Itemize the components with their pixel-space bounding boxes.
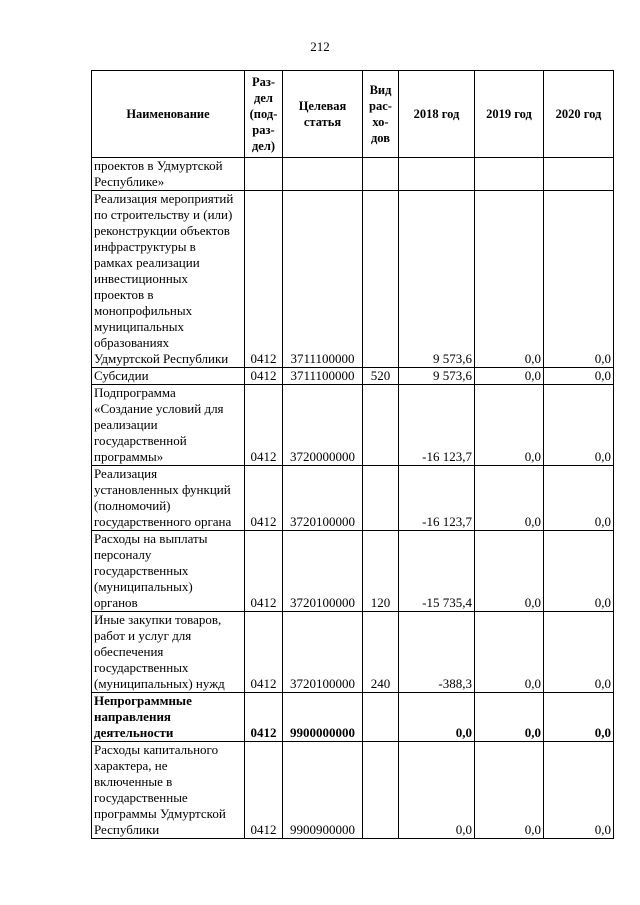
col-header-2019: 2019 год bbox=[475, 71, 544, 158]
table-row bbox=[92, 466, 614, 531]
cell-2018: 0,0 bbox=[399, 693, 475, 742]
cell-expense-type: 120 bbox=[363, 531, 399, 612]
table-row bbox=[92, 693, 614, 742]
col-header-expense-type: Вид рас- хо- дов bbox=[363, 71, 399, 158]
cell-2019: 0,0 bbox=[475, 612, 544, 693]
cell-name: Иные закупки товаров, работ и услуг для обеспечения государственных (муниципальных) нужд bbox=[92, 612, 245, 693]
cell-2018 bbox=[399, 158, 475, 191]
cell-2019: 0,0 bbox=[475, 466, 544, 531]
cell-target: 3711100000 bbox=[283, 191, 363, 368]
header-row bbox=[92, 71, 614, 158]
cell-2019: 0,0 bbox=[475, 742, 544, 839]
cell-2020: 0,0 bbox=[544, 385, 614, 466]
cell-name: Реализация мероприятий по строительству и (или) реконструкции объектов инфраструктуры в рамках реализации инвестиционных проектов в монопрофильных муниципальных образованиях Удмуртской Республики bbox=[92, 191, 245, 368]
cell-2018: 9 573,6 bbox=[399, 368, 475, 385]
table-row bbox=[92, 158, 614, 191]
table-row bbox=[92, 191, 614, 368]
cell-section: 0412 bbox=[245, 191, 283, 368]
cell-target: 9900900000 bbox=[283, 742, 363, 839]
cell-expense-type bbox=[363, 742, 399, 839]
table-row bbox=[92, 385, 614, 466]
cell-expense-type bbox=[363, 385, 399, 466]
cell-2020: 0,0 bbox=[544, 612, 614, 693]
cell-2019: 0,0 bbox=[475, 191, 544, 368]
cell-section: 0412 bbox=[245, 612, 283, 693]
cell-2020: 0,0 bbox=[544, 368, 614, 385]
cell-expense-type bbox=[363, 466, 399, 531]
cell-2019: 0,0 bbox=[475, 693, 544, 742]
cell-2018: -16 123,7 bbox=[399, 466, 475, 531]
cell-target bbox=[283, 158, 363, 191]
cell-target: 9900000000 bbox=[283, 693, 363, 742]
cell-section: 0412 bbox=[245, 466, 283, 531]
col-header-target: Целевая статья bbox=[283, 71, 363, 158]
col-header-section: Раз- дел (под- раз- дел) bbox=[245, 71, 283, 158]
cell-section: 0412 bbox=[245, 531, 283, 612]
cell-name: Расходы капитального характера, не включенные в государственные программы Удмуртской Республики bbox=[92, 742, 245, 839]
col-header-name: Наименование bbox=[92, 71, 245, 158]
cell-expense-type: 240 bbox=[363, 612, 399, 693]
cell-2018: -388,3 bbox=[399, 612, 475, 693]
cell-2020: 0,0 bbox=[544, 191, 614, 368]
cell-section bbox=[245, 158, 283, 191]
table-row bbox=[92, 531, 614, 612]
cell-target: 3720000000 bbox=[283, 385, 363, 466]
cell-2019: 0,0 bbox=[475, 531, 544, 612]
cell-target: 3720100000 bbox=[283, 612, 363, 693]
cell-expense-type bbox=[363, 191, 399, 368]
cell-name: Субсидии bbox=[92, 368, 245, 385]
cell-2018: 0,0 bbox=[399, 742, 475, 839]
cell-2019 bbox=[475, 158, 544, 191]
cell-2018: 9 573,6 bbox=[399, 191, 475, 368]
cell-section: 0412 bbox=[245, 368, 283, 385]
cell-target: 3720100000 bbox=[283, 466, 363, 531]
cell-2020: 0,0 bbox=[544, 531, 614, 612]
cell-section: 0412 bbox=[245, 693, 283, 742]
cell-2018: -15 735,4 bbox=[399, 531, 475, 612]
cell-expense-type bbox=[363, 693, 399, 742]
cell-2020 bbox=[544, 158, 614, 191]
cell-target: 3720100000 bbox=[283, 531, 363, 612]
cell-name: Непрограммные направления деятельности bbox=[92, 693, 245, 742]
cell-2020: 0,0 bbox=[544, 466, 614, 531]
col-header-2020: 2020 год bbox=[544, 71, 614, 158]
cell-2019: 0,0 bbox=[475, 385, 544, 466]
budget-table bbox=[91, 70, 614, 839]
page-number: 212 bbox=[310, 39, 330, 54]
col-header-2018: 2018 год bbox=[399, 71, 475, 158]
cell-2020: 0,0 bbox=[544, 742, 614, 839]
cell-2020: 0,0 bbox=[544, 693, 614, 742]
table-row bbox=[92, 742, 614, 839]
table-row bbox=[92, 612, 614, 693]
cell-section: 0412 bbox=[245, 385, 283, 466]
cell-expense-type bbox=[363, 158, 399, 191]
cell-name: Расходы на выплаты персоналу государственных (муниципальных) органов bbox=[92, 531, 245, 612]
cell-section: 0412 bbox=[245, 742, 283, 839]
cell-expense-type: 520 bbox=[363, 368, 399, 385]
table-row bbox=[92, 368, 614, 385]
cell-name: Реализация установленных функций (полномочий) государственного органа bbox=[92, 466, 245, 531]
cell-2019: 0,0 bbox=[475, 368, 544, 385]
table-body bbox=[92, 158, 614, 839]
cell-2018: -16 123,7 bbox=[399, 385, 475, 466]
cell-target: 3711100000 bbox=[283, 368, 363, 385]
cell-name: Подпрограмма «Создание условий для реализации государственной программы» bbox=[92, 385, 245, 466]
cell-name: проектов в Удмуртской Республике» bbox=[92, 158, 245, 191]
